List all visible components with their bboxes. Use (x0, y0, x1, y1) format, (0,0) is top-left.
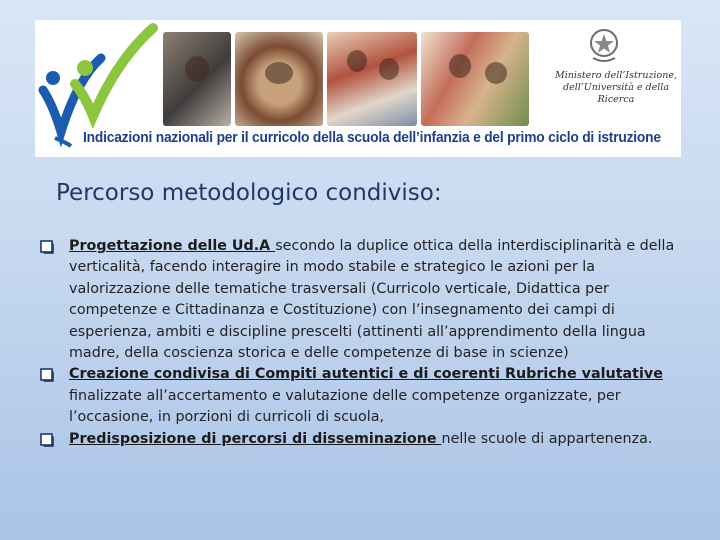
bullet-title: Predisposizione di percorsi di disseminazione (69, 430, 442, 447)
bullet-list (40, 236, 700, 450)
classroom-photo-1 (163, 32, 231, 126)
bullet-item-1 (40, 236, 700, 364)
bullet-text: secondo la duplice ottica della interdisciplinarità e della verticalità, facendo interagire in modo stabile e strategico le azioni per la valorizzazione delle tematiche trasversali (Curricolo verticale, Didattica per competenze e Cittadinanza e Costituzione) con l’insegnamento dei campi di esperienza, ambiti e discipline prescelti (attinenti all’apprendimento della lingua madre, della coscienza storica e delle competenze di base in scienze) (69, 238, 675, 362)
ministry-line-2: dell’Università e della Ricerca (563, 82, 669, 105)
checkbox-bullet-icon (40, 368, 54, 382)
banner-title: Indicazioni nazionali per il curricolo della scuola dell’infanzia e del primo ciclo di istruzione (83, 130, 661, 146)
checkbox-bullet-icon (40, 433, 54, 447)
bullet-item-3 (40, 429, 700, 450)
bullet-item-2 (40, 364, 700, 428)
checkbox-bullet-icon (40, 240, 54, 254)
bullet-title: Progettazione delle Ud.A (69, 238, 276, 254)
classroom-photo-4 (421, 32, 529, 126)
classroom-photo-2 (235, 32, 323, 126)
ministry-line-1: Ministero dell’Istruzione, (555, 70, 677, 81)
bullet-text: finalizzate all’accertamento e valutazione delle competenze organizzate, per l’occasione, in porzioni di curricoli di scuola, (69, 387, 621, 426)
bullet-text: nelle scuole di appartenenza. (441, 430, 653, 447)
italy-emblem-icon (587, 26, 621, 66)
ministry-name (555, 70, 677, 106)
classroom-photo-3 (327, 32, 417, 126)
header-banner (35, 20, 681, 157)
bullet-title: Creazione condivisa di Compiti autentici e di coerenti Rubriche valutative (69, 366, 663, 383)
page-heading: Percorso metodologico condiviso: (56, 180, 442, 206)
